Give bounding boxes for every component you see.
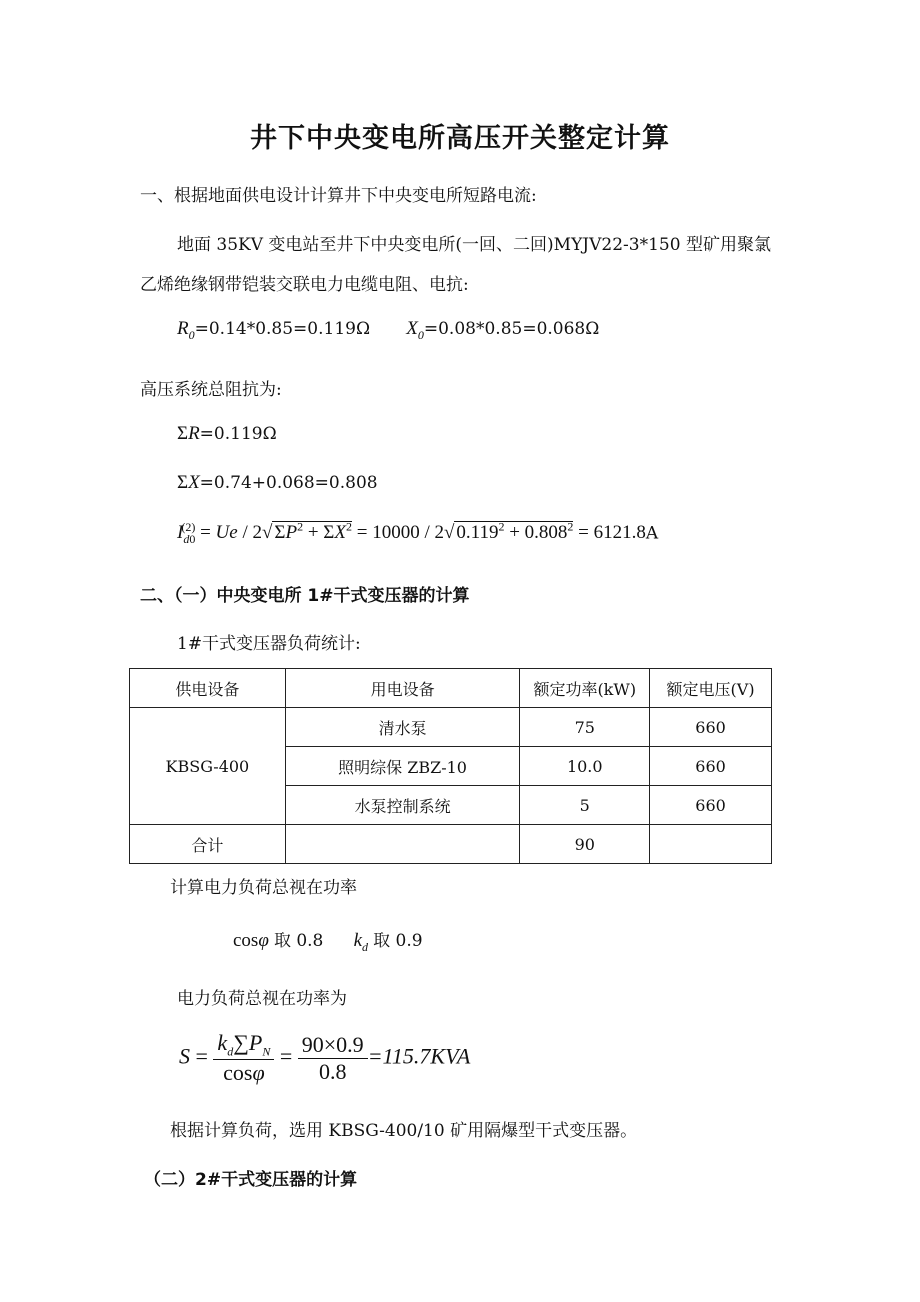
section2-heading: 二、（一）中央变电所 1#干式变压器的计算 bbox=[140, 586, 470, 606]
short-circuit-unit: A bbox=[645, 523, 659, 544]
sum-r-value: =0.119Ω bbox=[199, 424, 277, 444]
fraction-numerator: 90×0.9 bbox=[298, 1032, 368, 1059]
coefficients-line bbox=[233, 926, 423, 955]
cos-phi-symbol: cosφ bbox=[233, 930, 269, 951]
r0-x0-line bbox=[177, 318, 599, 343]
r0-value: =0.14*0.85=0.119Ω bbox=[194, 319, 371, 339]
short-circuit-expression: $I_{d0}^{(2)} = Ue / 2√$ $\Sigma P^2 + \Sigma X^2 = 10000 / 2√$ $0.119^2 + 0.808^2 = 6121.8$ bbox=[177, 520, 646, 547]
x0-value: =0.08*0.85=0.068Ω bbox=[423, 319, 600, 339]
table-total-row bbox=[130, 825, 772, 864]
header-rated-voltage: 额定电压(V) bbox=[650, 669, 772, 708]
header-load-device: 用电设备 bbox=[285, 669, 520, 708]
x0-symbol: $X_0$ bbox=[406, 318, 424, 342]
header-supply-device: 供电设备 bbox=[130, 669, 286, 708]
fraction-denominator: 0.8 bbox=[318, 1058, 347, 1084]
voltage-cell: 660 bbox=[650, 708, 772, 747]
power-cell: 10.0 bbox=[520, 747, 650, 786]
power-cell: 5 bbox=[520, 786, 650, 825]
device-cell: 照明综保 ZBZ-10 bbox=[285, 747, 520, 786]
section1-heading: 一、根据地面供电设计计算井下中央变电所短路电流: bbox=[140, 186, 537, 206]
supply-device-cell: KBSG-400 bbox=[130, 708, 286, 825]
section3-heading: （二）2#干式变压器的计算 bbox=[144, 1170, 358, 1190]
device-cell: 水泵控制系统 bbox=[285, 786, 520, 825]
load-table bbox=[129, 668, 772, 864]
device-cell: 清水泵 bbox=[285, 708, 520, 747]
sum-r-line bbox=[177, 423, 277, 445]
numeric-fraction bbox=[298, 1032, 368, 1085]
calc-intro: 计算电力负荷总视在功率 bbox=[170, 878, 357, 898]
cos-phi-value: 取 0.8 bbox=[273, 931, 324, 951]
total-voltage-empty-cell bbox=[650, 825, 772, 864]
short-circuit-formula bbox=[177, 520, 658, 547]
cable-paragraph-line2: 乙烯绝缘钢带铠装交联电力电缆电阻、电抗: bbox=[140, 275, 469, 295]
voltage-cell: 660 bbox=[650, 747, 772, 786]
total-power-cell: 90 bbox=[520, 825, 650, 864]
sum-x-line bbox=[177, 472, 378, 494]
total-label-cell: 合计 bbox=[130, 825, 286, 864]
formula-result: =115.7KVA bbox=[367, 1043, 471, 1069]
power-cell: 75 bbox=[520, 708, 650, 747]
conclusion-text: 根据计算负荷，选用 KBSG-400/10 矿用隔爆型干式变压器。 bbox=[170, 1121, 638, 1141]
table-caption: 1#干式变压器负荷统计: bbox=[177, 634, 361, 654]
page-title: 井下中央变电所高压开关整定计算 bbox=[250, 123, 670, 154]
sum-x-symbol: ΣX bbox=[177, 472, 200, 493]
kd-value: 取 0.9 bbox=[373, 931, 423, 951]
voltage-cell: 660 bbox=[650, 786, 772, 825]
table-row bbox=[130, 708, 772, 747]
sum-r-symbol: ΣR bbox=[177, 423, 200, 444]
sum-x-value: =0.74+0.068=0.808 bbox=[199, 473, 378, 493]
cable-paragraph-line1: 地面 35KV 变电站至井下中央变电所(一回、二回)MYJV22-3*150 型矿用聚氯 bbox=[177, 235, 771, 255]
impedance-heading: 高压系统总阻抗为: bbox=[140, 380, 282, 400]
apparent-power-heading: 电力负荷总视在功率为 bbox=[177, 989, 347, 1009]
kd-sum-fraction: $\frac{k_d\sum P_N}{\cos\varphi}$ bbox=[213, 1030, 274, 1086]
r0-symbol: $R_0$ bbox=[177, 318, 195, 342]
kd-symbol: $k_d$ bbox=[353, 930, 369, 954]
header-rated-power: 额定功率(kW) bbox=[520, 669, 650, 708]
total-empty-cell bbox=[285, 825, 520, 864]
table-header-row bbox=[130, 669, 772, 708]
apparent-power-formula: S = $\frac{k_d\sum P_N}{\cos\varphi}$ = $\frac{90\times 0.9}{0.8}$ =115.7KVA bbox=[179, 1030, 471, 1086]
